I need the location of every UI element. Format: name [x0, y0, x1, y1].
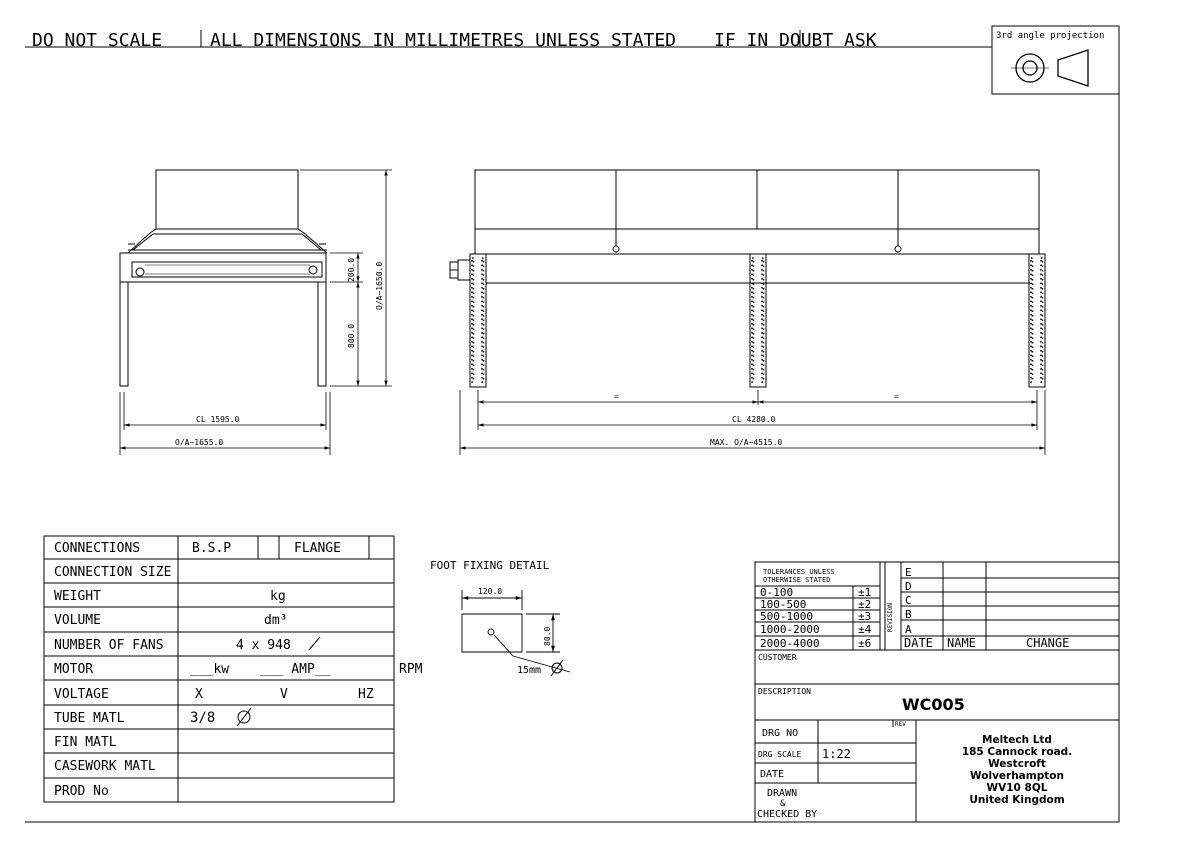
title-block-text [757, 566, 1072, 820]
dim-equal-right: = [894, 392, 899, 401]
weight-unit: kg [270, 589, 286, 604]
dim-200: 200.0 [347, 257, 356, 282]
voltage-hz: HZ [358, 687, 374, 702]
fans-value: 4 x 948 [236, 638, 291, 653]
tol-value-2: ±2 [858, 598, 872, 611]
drg-scale-value: 1:22 [822, 747, 851, 761]
company-name: Meltech Ltd [982, 734, 1052, 746]
tube-value: 3/8 [190, 710, 216, 726]
prod-label: PROD No [54, 784, 109, 799]
company-country: United Kingdom [969, 794, 1065, 806]
date-label: DATE [760, 769, 785, 780]
fans-label: NUMBER OF FANS [54, 638, 164, 653]
do-not-scale-note: DO NOT SCALE [32, 30, 163, 51]
revision-a: A [905, 623, 912, 636]
dim-800: 800.0 [347, 323, 356, 348]
ampersand-label: & [780, 799, 786, 809]
tol-value-1: ±1 [858, 586, 872, 599]
foot-dim-height: 80.0 [543, 626, 552, 646]
dimensions-note: ALL DIMENSIONS IN MILLIMETRES UNLESS STATED [210, 30, 676, 51]
spec-table-text [54, 541, 423, 799]
tol-value-4: ±4 [858, 623, 872, 636]
foot-dim-width: 120.0 [478, 587, 503, 596]
flange-option: FLANGE [294, 541, 341, 556]
voltage-label: VOLTAGE [54, 687, 109, 702]
foot-detail-title: FOOT FIXING DETAIL [430, 559, 550, 572]
tol-range-5: 2000-4000 [760, 637, 820, 650]
tol-range-2: 100-500 [760, 598, 807, 611]
tolerances-line1: TOLERANCES UNLESS [763, 568, 835, 576]
rev-label: REV [895, 721, 906, 728]
dim-overall-height: O/A~1650.0 [375, 261, 384, 310]
motor-rpm: RPM [399, 662, 423, 677]
tol-range-4: 1000-2000 [760, 623, 820, 636]
description-value: WC005 [902, 695, 965, 714]
doubt-note: IF IN DOUBT ASK [714, 30, 877, 51]
drg-scale-label: DRG SCALE [758, 750, 802, 759]
connections-label: CONNECTIONS [54, 541, 141, 556]
tol-range-3: 500-1000 [760, 610, 813, 623]
voltage-x: X [195, 687, 203, 702]
connection-size-label: CONNECTION SIZE [54, 565, 172, 580]
company-postcode: WV10 8QL [986, 782, 1048, 794]
revision-b: B [905, 608, 912, 621]
end-view-dimensions [120, 170, 392, 455]
dim-cl-1595: CL 1595.0 [196, 415, 240, 424]
customer-label: CUSTOMER [758, 653, 797, 662]
tol-range-1: 0-100 [760, 586, 794, 599]
end-view [120, 170, 327, 386]
name-column: NAME [947, 636, 976, 650]
voltage-v: V [280, 687, 288, 702]
company-city: Wolverhampton [970, 770, 1064, 782]
motor-amp: ___ AMP__ [260, 662, 331, 677]
description-label: DESCRIPTION [758, 687, 811, 696]
drg-no-label: DRG NO [762, 728, 799, 739]
bsp-option: B.S.P [192, 541, 232, 556]
drawn-label: DRAWN [767, 788, 798, 799]
side-view [450, 170, 1045, 387]
motor-label: MOTOR [54, 662, 94, 677]
revision-e: E [905, 566, 912, 579]
date-column: DATE [904, 636, 933, 650]
foot-hole-diameter-icon [551, 660, 563, 676]
diameter-icon [309, 637, 320, 650]
revision-label: REVISION [887, 603, 894, 632]
leg-perforations [472, 258, 1043, 382]
weight-label: WEIGHT [54, 589, 101, 604]
change-column: CHANGE [1026, 636, 1070, 650]
motor-kw: ___kw [190, 662, 230, 677]
fin-label: FIN MATL [54, 735, 117, 750]
tube-label: TUBE MATL [54, 711, 125, 726]
casework-label: CASEWORK MATL [54, 759, 156, 774]
company-street: 185 Cannock road. [961, 746, 1073, 758]
dim-cl-4280: CL 4280.0 [732, 415, 776, 424]
tol-value-5: ±6 [858, 637, 872, 650]
revision-c: C [905, 594, 912, 607]
dim-overall-width: O/A~1655.0 [175, 438, 224, 447]
volume-label: VOLUME [54, 613, 101, 628]
dim-equal-left: = [614, 392, 619, 401]
company-area: Westcroft [988, 758, 1046, 770]
tol-value-3: ±3 [858, 610, 872, 623]
tolerances-line2: OTHERWISE STATED [763, 576, 831, 584]
tube-diameter-icon [237, 708, 251, 726]
projection-label: 3rd angle projection [996, 31, 1105, 41]
foot-fixing-detail [462, 590, 570, 672]
volume-unit: dm³ [264, 613, 288, 628]
dim-max-overall: MAX. O/A~4515.0 [710, 438, 783, 447]
foot-hole-size: 15mm [517, 665, 542, 676]
third-angle-projection-icon [1011, 50, 1088, 86]
checked-label: CHECKED BY [757, 809, 818, 820]
revision-d: D [905, 580, 912, 593]
